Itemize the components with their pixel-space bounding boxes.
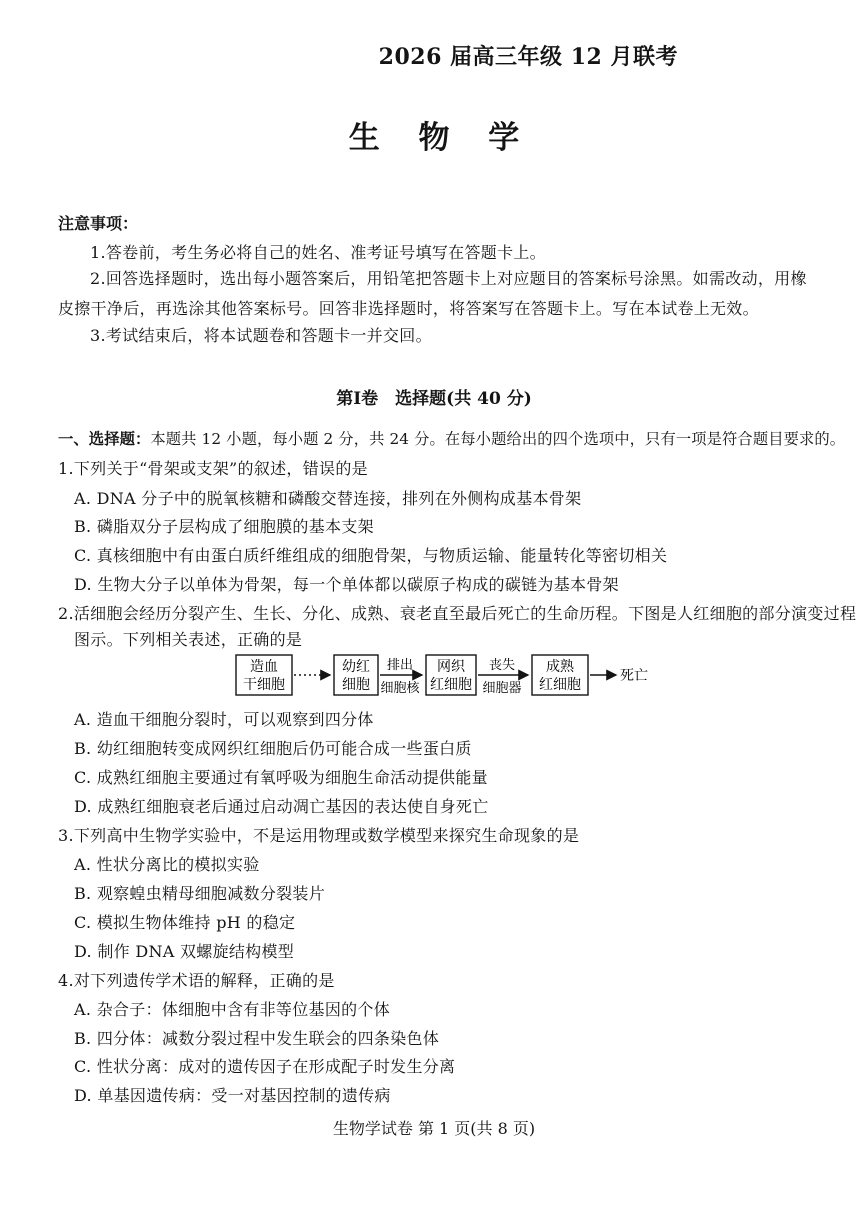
question-4-option-d: D. 单基因遗传病：受一对基因控制的遗传病 — [74, 1086, 391, 1105]
notice-item-3: 3.考试结束后，将本试题卷和答题卡一并交回。 — [90, 326, 432, 345]
notice-item-1: 1.答卷前，考生务必将自己的姓名、准考证号填写在答题卡上。 — [90, 243, 546, 262]
question-2-option-b: B. 幼红细胞转变成网织红细胞后仍可能合成一些蛋白质 — [74, 739, 472, 758]
box1-line1: 造血 — [250, 659, 278, 675]
box4-line2: 红细胞 — [539, 677, 581, 693]
exam-header: 2026 届高三年级 12 月联考 — [378, 44, 678, 70]
red-blood-cell-process-diagram — [234, 652, 664, 698]
question-3-stem: 3.下列高中生物学实验中，不是运用物理或数学模型来探究生命现象的是 — [58, 826, 580, 845]
question-3-option-c: C. 模拟生物体维持 pH 的稳定 — [74, 913, 296, 932]
question-3-option-a: A. 性状分离比的模拟实验 — [74, 855, 260, 874]
question-2-option-c: C. 成熟红细胞主要通过有氧呼吸为细胞生命活动提供能量 — [74, 768, 488, 787]
question-2-stem-line2: 图示。下列相关表述，正确的是 — [74, 630, 303, 649]
question-1-option-b: B. 磷脂双分子层构成了细胞膜的基本支架 — [74, 517, 374, 536]
part-title: 第Ⅰ卷 选择题(共 40 分) — [336, 389, 532, 409]
arrow3-top-label: 丧失 — [488, 658, 516, 673]
box3-line2: 红细胞 — [430, 677, 472, 693]
box4-line1: 成熟 — [546, 659, 574, 675]
notice-item-2: 2.回答选择题时，选出每小题答案后，用铅笔把答题卡上对应题目的答案标号涂黑。如需改动，用橡皮擦干净后，再选涂其他答案标号。回答非选择题时，将答案写在答题卡上。写在本试卷上无效。 — [58, 269, 807, 318]
question-1-stem: 1.下列关于“骨架或支架”的叙述，错误的是 — [58, 459, 368, 478]
section-label: 一、选择题： — [58, 430, 151, 448]
question-3-option-d: D. 制作 DNA 双螺旋结构模型 — [74, 942, 295, 961]
arrow2-top-label: 排出 — [386, 658, 414, 673]
question-1-option-a: A. DNA 分子中的脱氧核糖和磷酸交替连接，排列在外侧构成基本骨架 — [74, 489, 582, 508]
question-1-option-d: D. 生物大分子以单体为骨架，每一个单体都以碳原子构成的碳链为基本骨架 — [74, 575, 619, 594]
end-label: 死亡 — [620, 668, 648, 684]
box1-line2: 干细胞 — [243, 677, 285, 693]
question-4-option-b: B. 四分体：减数分裂过程中发生联会的四条染色体 — [74, 1029, 440, 1048]
arrow2-bottom-label: 细胞核 — [380, 681, 420, 696]
question-1-option-c: C. 真核细胞中有由蛋白质纤维组成的细胞骨架，与物质运输、能量转化等密切相关 — [74, 546, 668, 565]
question-2-stem-line1: 2.活细胞会经历分裂产生、生长、分化、成熟、衰老直至最后死亡的生命历程。下图是人红细胞的部分演变过程 — [58, 604, 857, 623]
question-3-option-b: B. 观察蝗虫精母细胞减数分裂装片 — [74, 884, 326, 903]
question-2-option-a: A. 造血干细胞分裂时，可以观察到四分体 — [74, 710, 374, 729]
notice-heading: 注意事项： — [58, 214, 139, 233]
subject-title: 生 物 学 — [348, 120, 534, 156]
question-4-option-a: A. 杂合子：体细胞中含有非等位基因的个体 — [74, 1000, 391, 1019]
question-4-option-c: C. 性状分离：成对的遗传因子在形成配子时发生分离 — [74, 1057, 456, 1076]
section-intro — [58, 427, 845, 449]
arrow3-bottom-label: 细胞器 — [482, 681, 522, 696]
question-4-stem: 4.对下列遗传学术语的解释，正确的是 — [58, 971, 335, 990]
page-footer: 生物学试卷 第 1 页(共 8 页) — [332, 1119, 536, 1138]
box3-line1: 网织 — [437, 659, 465, 675]
section-instructions: 本题共 12 小题，每小题 2 分，共 24 分。在每小题给出的四个选项中，只有一项是符合题目要求的。 — [150, 430, 846, 448]
box2-line2: 细胞 — [342, 677, 370, 693]
question-2-option-d: D. 成熟红细胞衰老后通过启动凋亡基因的表达使自身死亡 — [74, 797, 489, 816]
box2-line1: 幼红 — [342, 659, 370, 675]
